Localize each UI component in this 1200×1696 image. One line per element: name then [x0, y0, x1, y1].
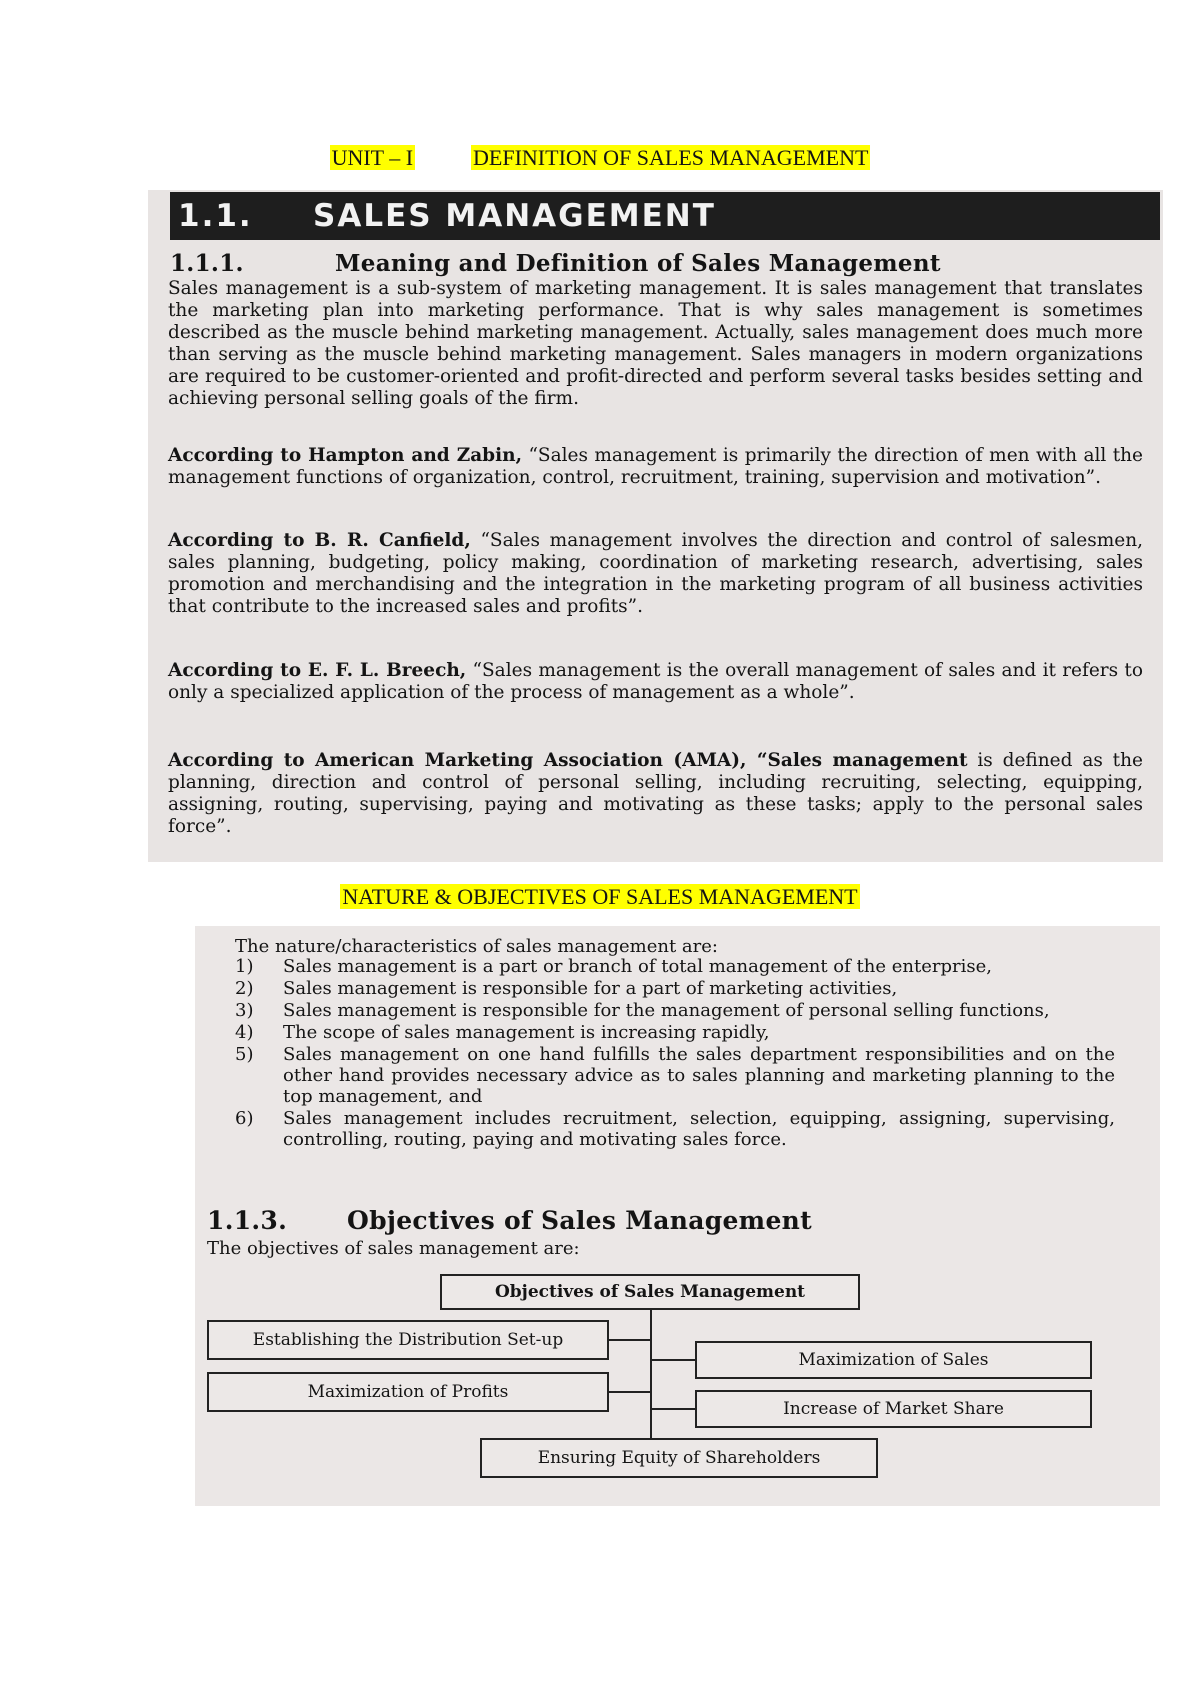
diagram-trunk-line	[650, 1310, 652, 1452]
list-item: 4) The scope of sales management is increasing rapidly,	[235, 1022, 770, 1043]
list-item: 3) Sales management is responsible for the management of personal selling functions,	[235, 1000, 1050, 1021]
diagram-connector	[651, 1408, 695, 1410]
list-item: 5) Sales management on one hand fulfills the sales department responsibilities and on the other hand provides necessary advice as to sales planning and marketing planning to the top management, and	[235, 1044, 1115, 1107]
unit-label: UNIT – I	[331, 145, 414, 170]
definition-lead: According to American Marketing Association (AMA), “Sales management	[168, 750, 968, 771]
diagram-left-box: Establishing the Distribution Set-up	[207, 1320, 609, 1360]
nature-list	[235, 956, 1115, 1151]
list-item: 2) Sales management is responsible for a part of marketing activities,	[235, 978, 898, 999]
unit-title: DEFINITION OF SALES MANAGEMENT	[473, 145, 869, 170]
definition-lead: According to Hampton and Zabin,	[168, 445, 523, 466]
meaning-paragraph: Sales management is a sub-system of marketing management. It is sales management that translates the marketing plan into marketing performance. That is why sales management is sometimes described as the muscle behind marketing management. Actually, sales management does much more than serving as the muscle behind marketing management. Sales managers in modern organizations are required to be customer-oriented and profit-directed and perform several tasks besides setting and achieving personal selling goals of the firm.	[168, 278, 1143, 409]
definition-lead: According to B. R. Canfield,	[168, 530, 471, 551]
definition-ama	[168, 750, 1143, 838]
unit-heading	[0, 145, 1200, 171]
diagram-right-box: Increase of Market Share	[695, 1390, 1092, 1428]
section-banner	[170, 192, 1160, 240]
section-number: 1.1.	[178, 198, 253, 234]
nature-intro: The nature/characteristics of sales management are:	[235, 936, 718, 957]
objectives-intro: The objectives of sales management are:	[207, 1238, 580, 1259]
definition-text: is defined as the planning, direction and control of personal selling, including recruiting, selecting, equipping, assigning, routing, supervising, paying and motivating as these tasks; apply to the personal sales force”.	[168, 750, 1143, 837]
objectives-title	[207, 1206, 812, 1235]
subsection-number: 1.1.1.	[170, 250, 244, 277]
list-item: 6) Sales management includes recruitment, selection, equipping, assigning, supervising, controlling, routing, paying and motivating sales force.	[235, 1108, 1115, 1150]
definition-hampton	[168, 445, 1143, 489]
scanned-page-top	[148, 190, 1163, 862]
objectives-number: 1.1.3.	[207, 1206, 288, 1235]
nature-heading-text: NATURE & OBJECTIVES OF SALES MANAGEMENT	[342, 884, 858, 909]
definition-lead: According to E. F. L. Breech,	[168, 660, 467, 681]
definition-text: “Sales management is the overall management of sales and it refers to only a specialized application of the process of management as a whole”.	[168, 660, 1143, 703]
objectives-title-text: Objectives of Sales Management	[347, 1206, 812, 1235]
definition-canfield	[168, 530, 1143, 618]
diagram-connector	[651, 1359, 695, 1361]
nature-heading	[0, 884, 1200, 910]
diagram-right-box: Maximization of Sales	[695, 1341, 1092, 1379]
diagram-connector	[609, 1391, 651, 1393]
definition-text: “Sales management involves the direction and control of salesmen, sales planning, budgeting, policy making, coordination of marketing research, advertising, sales promotion and merchandising and the integration in the marketing program of all business activities that contribute to the increased sales and profits”.	[168, 530, 1143, 617]
section-title: SALES MANAGEMENT	[313, 198, 716, 234]
scanned-page-bottom	[195, 926, 1160, 1506]
definition-breech	[168, 660, 1143, 704]
diagram-root-box: Objectives of Sales Management	[440, 1274, 860, 1310]
diagram-bottom-box: Ensuring Equity of Shareholders	[480, 1438, 878, 1478]
subsection-title-text: Meaning and Definition of Sales Management	[335, 250, 941, 277]
subsection-title	[170, 250, 941, 277]
diagram-connector	[609, 1339, 651, 1341]
list-item: 1) Sales management is a part or branch of total management of the enterprise,	[235, 956, 992, 977]
definition-text: “Sales management is primarily the direction of men with all the management functions of organization, control, recruitment, training, supervision and motivation”.	[168, 445, 1143, 488]
diagram-left-box: Maximization of Profits	[207, 1372, 609, 1412]
